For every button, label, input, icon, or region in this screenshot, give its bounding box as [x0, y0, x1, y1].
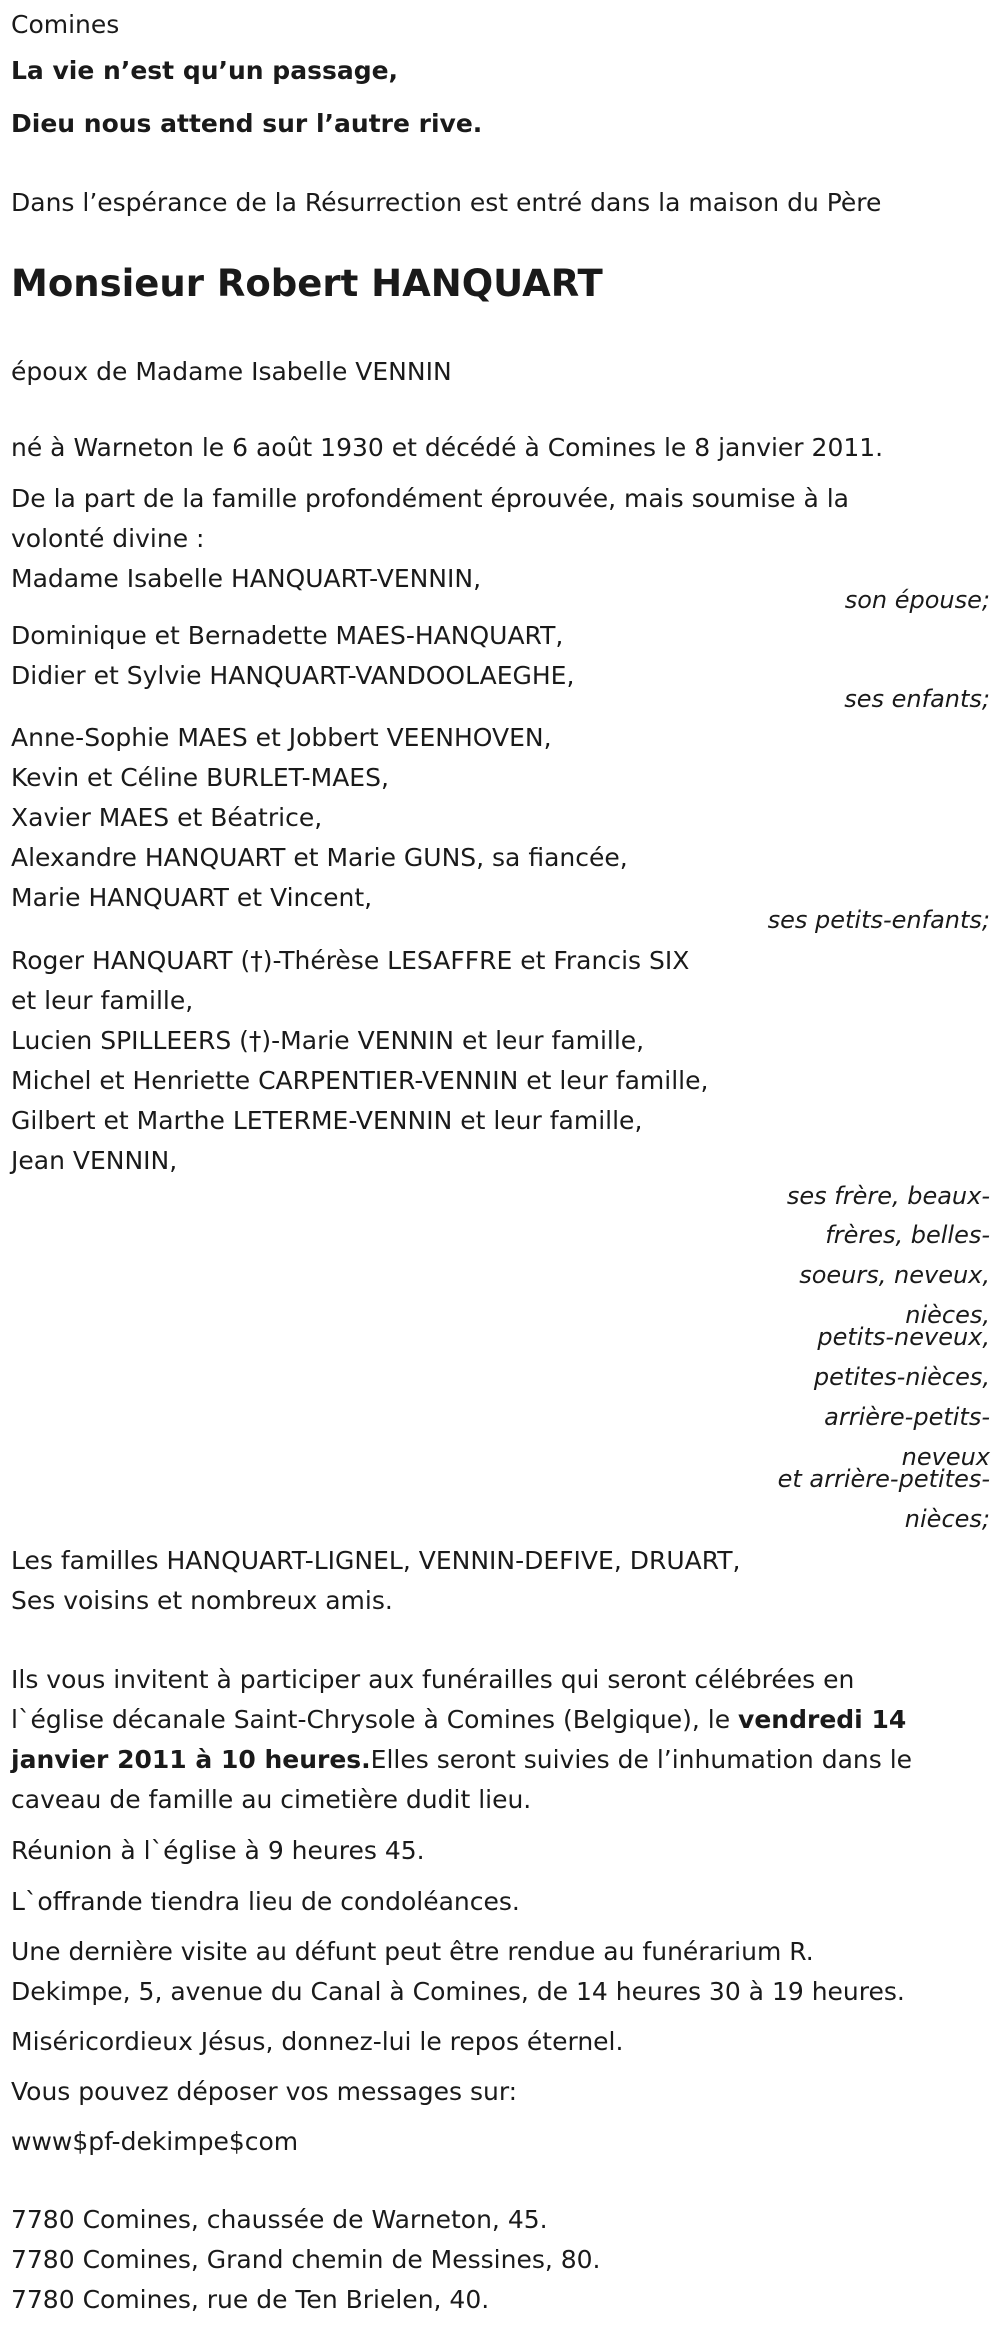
visit-line-2: Dekimpe, 5, avenue du Canal à Comines, de 14 heures 30 à 19 heures. [11, 1977, 905, 2006]
address-line: 7780 Comines, Grand chemin de Messines, 80. [11, 2245, 601, 2274]
sibling-name: Roger HANQUART (†)-Thérèse LESAFFRE et Francis SIX [11, 946, 690, 975]
relation-spouse: son épouse; [844, 586, 990, 614]
sibling-name: Michel et Henriette CARPENTIER-VENNIN et leur famille, [11, 1066, 709, 1095]
intro-text: Dans l’espérance de la Résurrection est entré dans la maison du Père [11, 188, 882, 217]
reunion-text: Réunion à l`église à 9 heures 45. [11, 1836, 425, 1865]
funeral-line-2 [11, 1705, 906, 1735]
spouse-line: époux de Madame Isabelle VENNIN [11, 357, 452, 386]
location-heading: Comines [11, 10, 120, 39]
spouse-name: Madame Isabelle HANQUART-VENNIN, [11, 564, 482, 593]
relation-siblings-line: nièces, [905, 1301, 990, 1329]
grandchild-name: Marie HANQUART et Vincent, [11, 883, 373, 912]
grandchild-name: Anne-Sophie MAES et Jobbert VEENHOVEN, [11, 723, 552, 752]
funeral-church: l`église décanale Saint-Chrysole à Comines (Belgique), le [11, 1705, 739, 1734]
neighbours-friends: Ses voisins et nombreux amis. [11, 1586, 393, 1615]
sibling-name: Jean VENNIN, [11, 1146, 178, 1175]
child-name: Dominique et Bernadette MAES-HANQUART, [11, 621, 564, 650]
other-families: Les familles HANQUART-LIGNEL, VENNIN-DEFIVE, DRUART, [11, 1546, 741, 1575]
deceased-name: Monsieur Robert HANQUART [11, 262, 603, 305]
funeral-burial: Elles seront suivies de l’inhumation dans le [370, 1745, 913, 1774]
relation-siblings-line: arrière-petits- [824, 1403, 990, 1431]
sibling-name: Lucien SPILLEERS (†)-Marie VENNIN et leur famille, [11, 1026, 645, 1055]
address-line: 7780 Comines, rue de Ten Brielen, 40. [11, 2285, 490, 2314]
relation-siblings-line: ses frère, beaux- [786, 1182, 990, 1210]
messages-label: Vous pouvez déposer vos messages sur: [11, 2077, 518, 2106]
relation-siblings-line: soeurs, neveux, [799, 1261, 990, 1289]
grandchild-name: Alexandre HANQUART et Marie GUNS, sa fiancée, [11, 843, 628, 872]
sibling-name: et leur famille, [11, 986, 194, 1015]
offrande-text: L`offrande tiendra lieu de condoléances. [11, 1887, 520, 1916]
relation-siblings-line: petits-neveux, [817, 1323, 990, 1351]
verse-line-1: La vie n’est qu’un passage, [11, 56, 399, 85]
visit-line-1: Une dernière visite au défunt peut être rendue au funérarium R. [11, 1937, 814, 1966]
relation-siblings-line: et arrière-petites- [777, 1465, 990, 1493]
birth-death-line: né à Warneton le 6 août 1930 et décédé à Comines le 8 janvier 2011. [11, 433, 884, 462]
prayer-text: Miséricordieux Jésus, donnez-lui le repos éternel. [11, 2027, 624, 2056]
grandchild-name: Xavier MAES et Béatrice, [11, 803, 323, 832]
family-intro-line-1: De la part de la famille profondément éprouvée, mais soumise à la [11, 484, 849, 513]
child-name: Didier et Sylvie HANQUART-VANDOOLAEGHE, [11, 661, 575, 690]
funeral-date-part-1: vendredi 14 [738, 1705, 907, 1734]
relation-siblings-line: petites-nièces, [813, 1363, 990, 1391]
website-link[interactable]: www$pf-dekimpe$com [11, 2127, 299, 2156]
funeral-line-4: caveau de famille au cimetière dudit lieu. [11, 1785, 532, 1814]
relation-siblings-line: frères, belles- [825, 1221, 990, 1249]
grandchild-name: Kevin et Céline BURLET-MAES, [11, 763, 389, 792]
relation-children: ses enfants; [844, 685, 990, 713]
verse-line-2: Dieu nous attend sur l’autre rive. [11, 109, 483, 138]
funeral-line-1: Ils vous invitent à participer aux funérailles qui seront célébrées en [11, 1665, 855, 1694]
relation-grandchildren: ses petits-enfants; [767, 906, 990, 934]
relation-siblings-line: nièces; [904, 1505, 990, 1533]
relation-siblings-line: neveux [901, 1443, 990, 1471]
address-line: 7780 Comines, chaussée de Warneton, 45. [11, 2205, 548, 2234]
family-intro-line-2: volonté divine : [11, 524, 205, 553]
funeral-date-part-2: janvier 2011 à 10 heures. [11, 1745, 371, 1774]
sibling-name: Gilbert et Marthe LETERME-VENNIN et leur famille, [11, 1106, 643, 1135]
funeral-line-3 [11, 1745, 912, 1775]
